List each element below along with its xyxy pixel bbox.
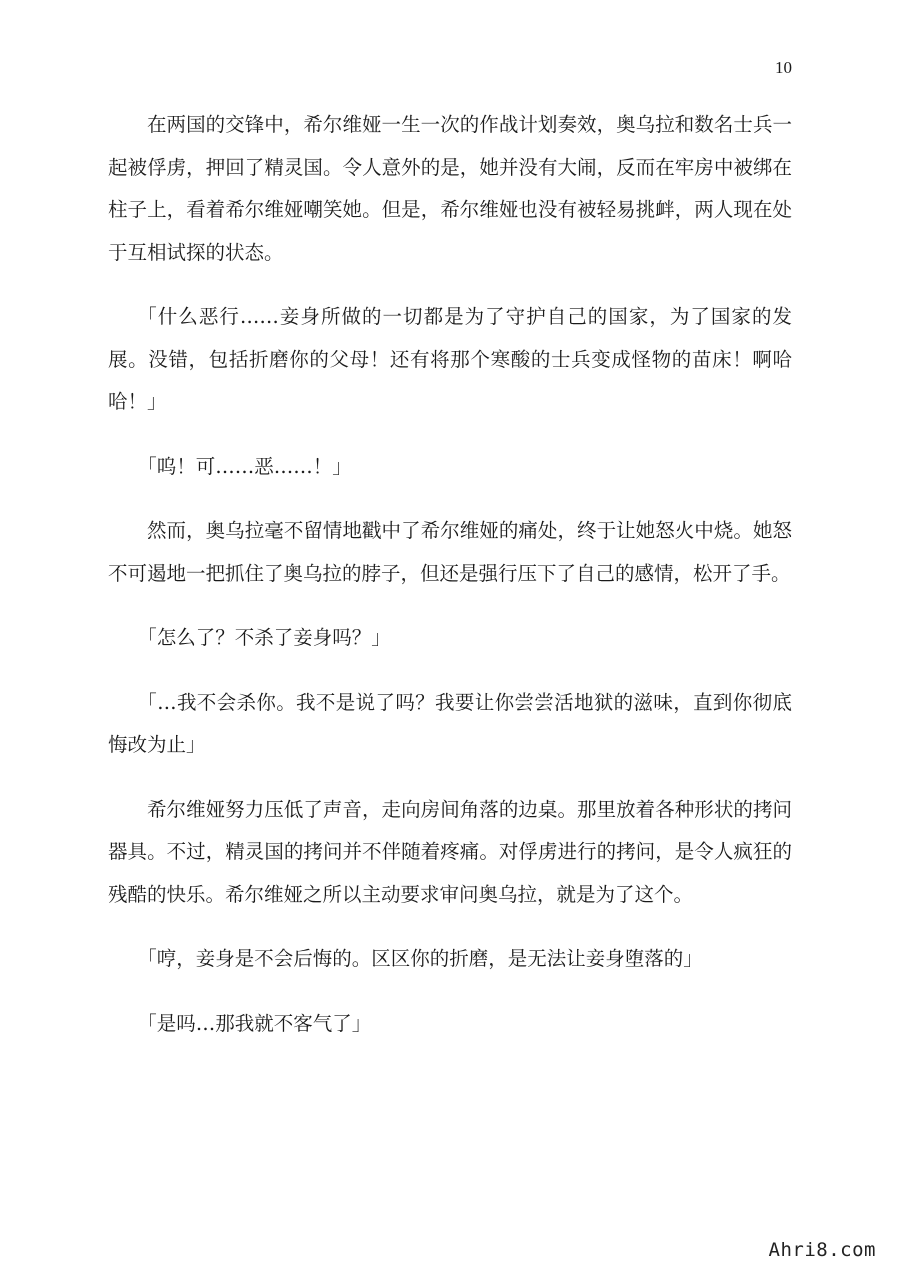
page-number: 10 <box>775 58 792 77</box>
dialogue-line: 「哼，妾身是不会后悔的。区区你的折磨，是无法让妾身堕落的」 <box>137 947 703 970</box>
dialogue-line: 「什么恶行……妾身所做的一切都是为了守护自己的国家，为了国家的发展。没错，包括折磨你的父母！还有将那个寒酸的士兵变成怪物的苗床！啊哈哈！」 <box>108 305 792 413</box>
paragraph: 希尔维娅努力压低了声音，走向房间角落的边桌。那里放着各种形状的拷问器具。不过，精灵国的拷问并不伴随着疼痛。对俘虏进行的拷问，是令人疯狂的残酷的快乐。希尔维娅之所以主动要求审问奥乌拉，就是为了这个。 <box>108 797 792 906</box>
dialogue-line: 「怎么了？不杀了妾身吗？」 <box>137 626 391 649</box>
paragraph: 在两国的交锋中，希尔维娅一生一次的作战计划奏效，奥乌拉和数名士兵一起被俘虏，押回了精灵国。令人意外的是，她并没有大闹，反而在牢房中被绑在柱子上，看着希尔维娅嘲笑她。但是，希尔维娅也没有被轻易挑衅，两人现在处于互相试探的状态。 <box>108 113 792 264</box>
paragraph: 然而，奥乌拉毫不留情地戳中了希尔维娅的痛处，终于让她怒火中烧。她怒不可遏地一把抓住了奥乌拉的脖子，但还是强行压下了自己的感情，松开了手。 <box>108 519 792 585</box>
watermark: Ahri8.com <box>768 1239 876 1261</box>
dialogue-line: 「…我不会杀你。我不是说了吗？我要让你尝尝活地狱的滋味，直到你彻底悔改为止」 <box>108 690 792 756</box>
document-body <box>108 104 792 1067</box>
dialogue-line: 「是吗…那我就不客气了」 <box>137 1011 372 1035</box>
dialogue-line: 「呜！可……恶……！」 <box>137 454 352 478</box>
